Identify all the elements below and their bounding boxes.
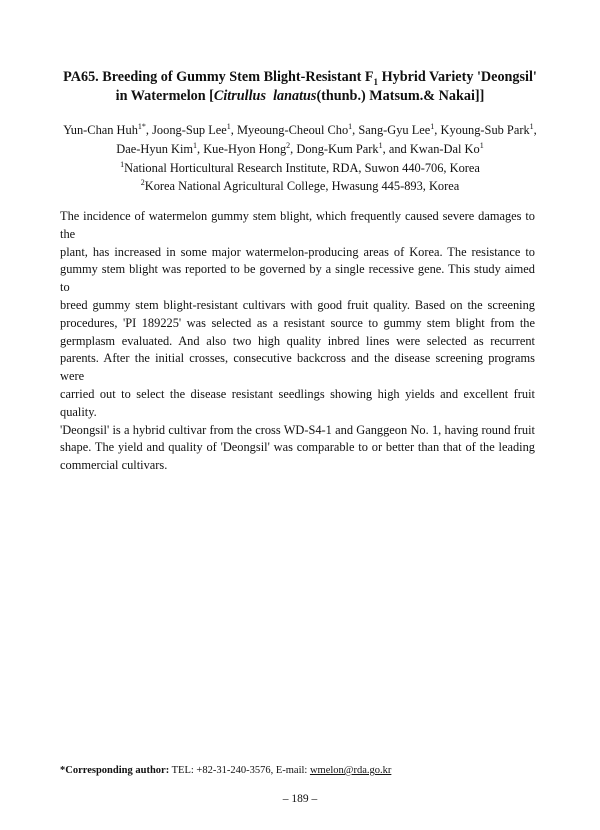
abstract-line: gummy stem blight was reported to be governed by a single recessive gene. This study aimed to bbox=[60, 262, 535, 295]
abstract-line: 'Deongsil' is a hybrid cultivar from the cross WD-S4-1 and Ganggeon No. 1, having round fruit bbox=[60, 422, 535, 437]
author: Kwan-Dal Ko$^1$ bbox=[409, 140, 484, 156]
affiliation-list bbox=[40, 159, 560, 195]
title-line-2: in Watermelon [Citrullus lanatus(thunb.) Matsum.& Nakai]] bbox=[115, 88, 485, 104]
page-number: – 189 – bbox=[282, 793, 318, 805]
title-line-1: PA65. Breeding of Gummy Stem Blight-Resistant $F_1$ Hybrid Variety 'Deongsil' bbox=[63, 69, 537, 87]
author: Kue-Hyon Hong$^2$, bbox=[203, 140, 297, 156]
paper-title bbox=[40, 68, 560, 106]
author-list bbox=[40, 121, 560, 159]
author: Yun-Chan Huh$^{1*}$, bbox=[63, 121, 153, 137]
affiliation: $^2$Korea National Agricultural College, Hwasung 445-893, Korea bbox=[140, 177, 460, 193]
abstract-line: breed gummy stem blight-resistant cultivars with good fruit quality. Based on the screening bbox=[60, 297, 535, 312]
abstract-line: parents. After the initial crosses, consecutive backcross and the disease screening programs were bbox=[60, 351, 535, 384]
abstract-line: plant, has increased in some major watermelon-producing areas of Korea. The resistance to bbox=[60, 244, 535, 259]
abstract-line: The incidence of watermelon gummy stem blight, which frequently caused severe damages to the bbox=[60, 209, 535, 241]
author: Joong-Sup Lee$^1$, bbox=[152, 121, 237, 137]
author-line-2 bbox=[40, 140, 560, 159]
abstract-line: germplasm evaluated. And also two high quality inbred lines were selected as recurrent bbox=[60, 333, 535, 348]
email-link[interactable]: wmelon@rda.go.kr bbox=[309, 765, 392, 776]
affiliation: $^1$National Horticultural Research Institute, RDA, Suwon 440-706, Korea bbox=[120, 159, 480, 175]
abstract-line: commercial cultivars. bbox=[60, 458, 168, 473]
author: Dae-Hyun Kim$^1$, bbox=[116, 140, 204, 156]
abstract-body bbox=[60, 208, 535, 475]
abstract-line: procedures, 'PI 189225' was selected as a resistant source to gummy stem blight from the bbox=[60, 315, 535, 330]
author: Dong-Kum Park$^1$, and bbox=[296, 140, 410, 156]
author: Kyoung-Sub Park$^1$, bbox=[440, 121, 537, 137]
corresponding-author-label: *Corresponding author: bbox=[60, 765, 170, 776]
author: Sang-Gyu Lee$^1$, bbox=[358, 121, 441, 137]
author-line-1 bbox=[40, 121, 560, 140]
abstract-line: shape. The yield and quality of 'Deongsil' was comparable to or better than that of the leading bbox=[60, 440, 535, 455]
abstract-line: carried out to select the disease resistant seedlings showing high yields and excellent fruit quality. bbox=[60, 386, 535, 419]
corresponding-author-contact: TEL: +82-31-240-3576, E-mail: bbox=[169, 765, 310, 776]
author: Myeoung-Cheoul Cho$^1$, bbox=[237, 121, 359, 137]
corresponding-author-note bbox=[60, 764, 540, 777]
